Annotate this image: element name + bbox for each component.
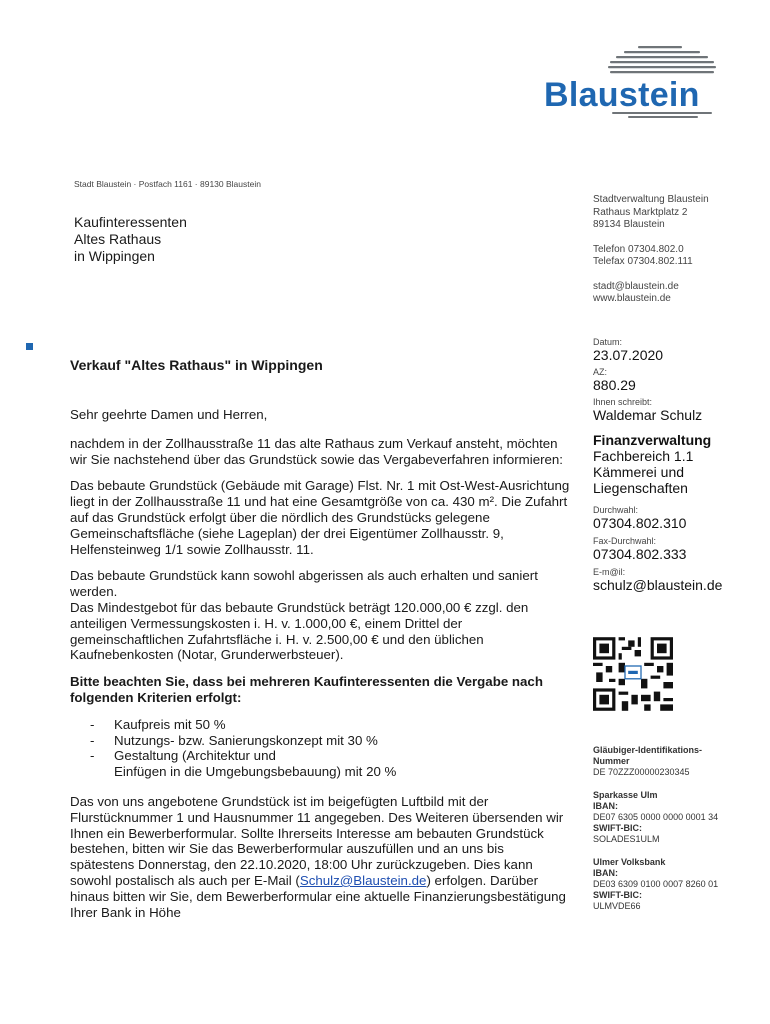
date-value: 23.07.2020 — [593, 347, 664, 363]
paragraph: Das Mindestgebot für das bebaute Grundstück beträgt 120.000,00 € zzgl. den anteiligen Vermessungskosten i. H. v. 1.000,00 €, einem Drittel der gemeinschaftlichen Zufahrtsfläche i. H. v. 2.500,00 € und den üblichen Kaufnebenkosten (Notar, Grunderwerbsteuer). — [70, 599, 529, 663]
direct-value: 07304.802.310 — [593, 515, 687, 531]
list-item: - Kaufpreis mit 50 % — [90, 716, 226, 732]
salutation: Sehr geehrte Damen und Herren, — [70, 407, 268, 422]
recipient-line: in Wippingen — [74, 248, 155, 264]
az-label: AZ: — [593, 367, 608, 377]
city-logo — [538, 40, 718, 120]
paragraph: Das bebaute Grundstück (Gebäude mit Garage) Flst. Nr. 1 mit Ost-West-Ausrichtung liegt in der Zollhausstraße 11 und hat eine Gesamtgröße von ca. 430 m². Die Zufahrt auf das Grundstück erfolgt über die nördlich des Grundstücks gelegene Gemeinschaftsfläche (siehe Lageplan) der drei Eigentümer Zollhausstr. 9, Helfensteinweg 1/1 sowie Zollhausstr. 11. — [70, 478, 570, 557]
bank-name: Ulmer Volksbank — [593, 857, 666, 867]
creditor-id: DE 70ZZZ00000230345 — [593, 767, 690, 777]
criteria-intro: Bitte beachten Sie, dass bei mehreren Kaufinteressenten die Vergabe nach folgenden Kriterien erfolgt: — [70, 674, 543, 705]
return-address: Stadt Blaustein · Postfach 1161 · 89130 Blaustein — [74, 179, 261, 189]
fax-label: Fax-Durchwahl: — [593, 536, 657, 546]
iban-value: DE07 6305 0000 0000 0001 34 — [593, 812, 719, 822]
department-line: Kämmerei und — [593, 464, 685, 480]
direct-label: Durchwahl: — [593, 505, 639, 515]
sender-line: Stadtverwaltung Blaustein — [593, 194, 709, 205]
criteria-list — [70, 717, 570, 780]
paragraph: Das bebaute Grundstück kann sowohl abgerissen als auch erhalten und saniert werden. — [70, 568, 538, 600]
sender-line: Rathaus Marktplatz 2 — [593, 206, 688, 218]
email-link[interactable]: Schulz@Blaustein.de — [299, 872, 427, 888]
list-item: - Gestaltung (Architektur und — [90, 748, 276, 764]
banking-info — [593, 745, 763, 912]
date-label: Datum: — [593, 337, 623, 347]
letter-body — [70, 407, 570, 920]
fax-value: 07304.802.333 — [593, 546, 687, 562]
bic-value: SOLADES1ULM — [593, 834, 660, 844]
writer-value: Waldemar Schulz — [593, 407, 703, 423]
paragraph: Das von uns angebotene Grundstück ist im beigefügten Luftbild mit der Flurstücknummer 1 und Hausnummer 11 angegeben. Des Weiteren übersenden wir Ihnen ein Bewerberformular. Sollte Ihrerseits Interesse am bebauten Grundstück bestehen, bitten wir Sie das Bewerberformular auszufüllen und an uns bis spätestens Donnerstag, den 22.10.2020, 18:00 Uhr zurückzugeben. Dies kann sowohl postalisch als auch per E-Mail (Schulz@Blaustein.de) erfolgen. Darüber hinaus bitten wir Sie, dem Bewerberformular eine aktuelle Finanzierungsbestätigung Ihrer Bank in Höhe — [70, 793, 566, 920]
bic-label: SWIFT-BIC: — [593, 823, 642, 833]
sender-email[interactable]: stadt@blaustein.de — [593, 280, 679, 292]
sender-line: 89134 Blaustein — [593, 219, 665, 230]
sender-phone: Telefon 07304.802.0 — [593, 243, 684, 255]
recipient-address — [74, 214, 187, 265]
logo-text: Blaustein — [544, 76, 700, 114]
letter-meta — [593, 337, 758, 593]
letter-subject: Verkauf "Altes Rathaus" in Wippingen — [70, 357, 323, 373]
iban-value: DE03 6309 0100 0007 8260 01 — [593, 879, 719, 889]
paragraph: nachdem in der Zollhausstraße 11 das alte Rathaus zum Verkauf ansteht, möchten wir Sie nachstehend über das Grundstück sowie das Vergabeverfahren informieren: — [70, 435, 563, 467]
sender-web[interactable]: www.blaustein.de — [593, 293, 671, 304]
email-label: E-m@il: — [593, 567, 626, 577]
email-value[interactable]: schulz@blaustein.de — [593, 577, 723, 593]
bic-value: ULMVDE66 — [593, 901, 641, 911]
bank-name: Sparkasse Ulm — [593, 790, 658, 800]
bic-label: SWIFT-BIC: — [593, 890, 642, 900]
az-value: 880.29 — [593, 377, 636, 393]
iban-label: IBAN: — [593, 868, 618, 878]
sender-address — [593, 194, 758, 306]
fold-mark-icon — [26, 343, 33, 350]
creditor-label: Gläubiger-Identifikations- Nummer — [593, 745, 703, 766]
list-item: Einfügen in die Umgebungsbebauung) mit 20 % — [114, 764, 397, 780]
department-title: Finanzverwaltung — [593, 432, 712, 448]
department-line: Liegenschaften — [593, 480, 688, 496]
writer-label: Ihnen schreibt: — [593, 397, 653, 407]
department-line: Fachbereich 1.1 — [593, 448, 694, 464]
recipient-line: Altes Rathaus — [74, 231, 162, 247]
list-item: - Nutzungs- bzw. Sanierungskonzept mit 30 % — [90, 732, 378, 748]
iban-label: IBAN: — [593, 801, 618, 811]
qr-code-icon — [593, 637, 673, 711]
sender-fax: Telefax 07304.802.111 — [593, 256, 693, 267]
recipient-line: Kaufinteressenten — [74, 214, 187, 230]
